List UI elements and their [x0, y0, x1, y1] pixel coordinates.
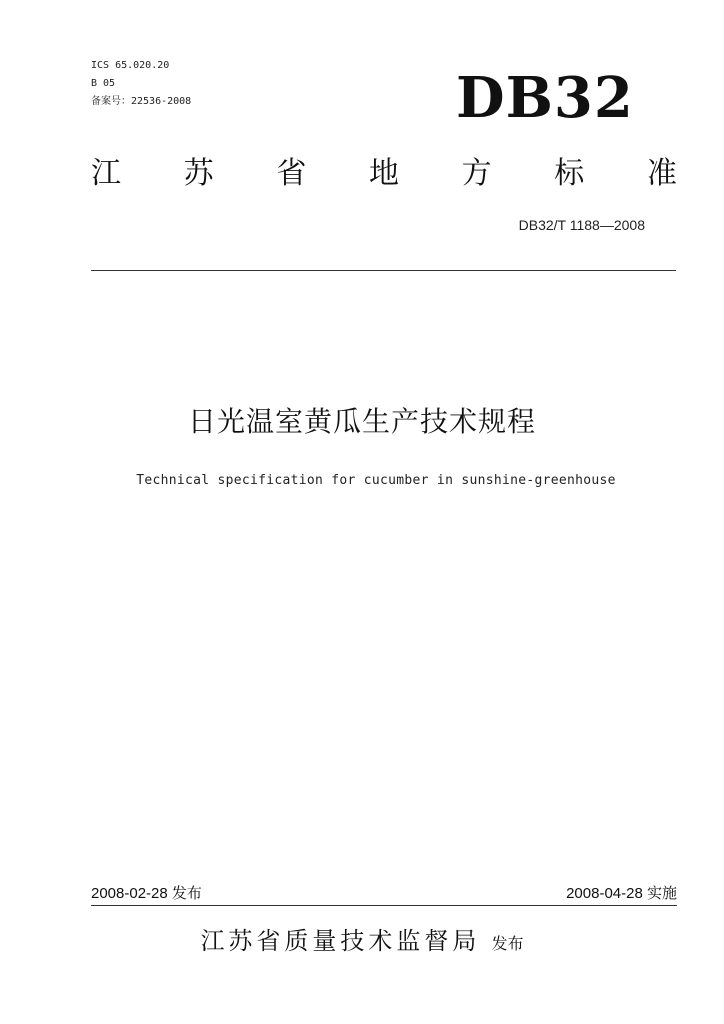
publisher-organization: 江苏省质量技术监督局 [200, 927, 481, 955]
filing-number: 备案号：22536-2008 [91, 96, 192, 107]
standard-type-char: 地 [368, 156, 399, 191]
standard-type-heading [91, 154, 677, 194]
english-title: Technical specification for cucumber in sunshine-greenhouse [136, 473, 616, 488]
publisher-issue-label: 发布 [491, 934, 524, 953]
chinese-title: 日光温室黄瓜生产技术规程 [187, 405, 536, 438]
standard-type-char: 准 [646, 156, 677, 191]
ccs-code: B 05 [91, 78, 116, 89]
classification-codes [91, 57, 191, 111]
standard-type-char: 江 [91, 156, 121, 191]
standard-type-char: 方 [461, 156, 492, 191]
standard-type-char: 标 [554, 156, 585, 191]
db32-logo: DB32 [456, 65, 634, 131]
release-date: 2008-02-28 发布 [91, 885, 202, 902]
publisher-line [0, 924, 724, 961]
ics-code: ICS 65.020.20 [91, 60, 170, 71]
standard-number: DB32/T 1188—2008 [518, 217, 645, 233]
bottom-divider [91, 905, 677, 906]
standard-type-char: 苏 [183, 156, 214, 191]
standard-type-char: 省 [276, 156, 307, 191]
implementation-date: 2008-04-28 实施 [566, 885, 677, 902]
top-divider [91, 270, 676, 271]
